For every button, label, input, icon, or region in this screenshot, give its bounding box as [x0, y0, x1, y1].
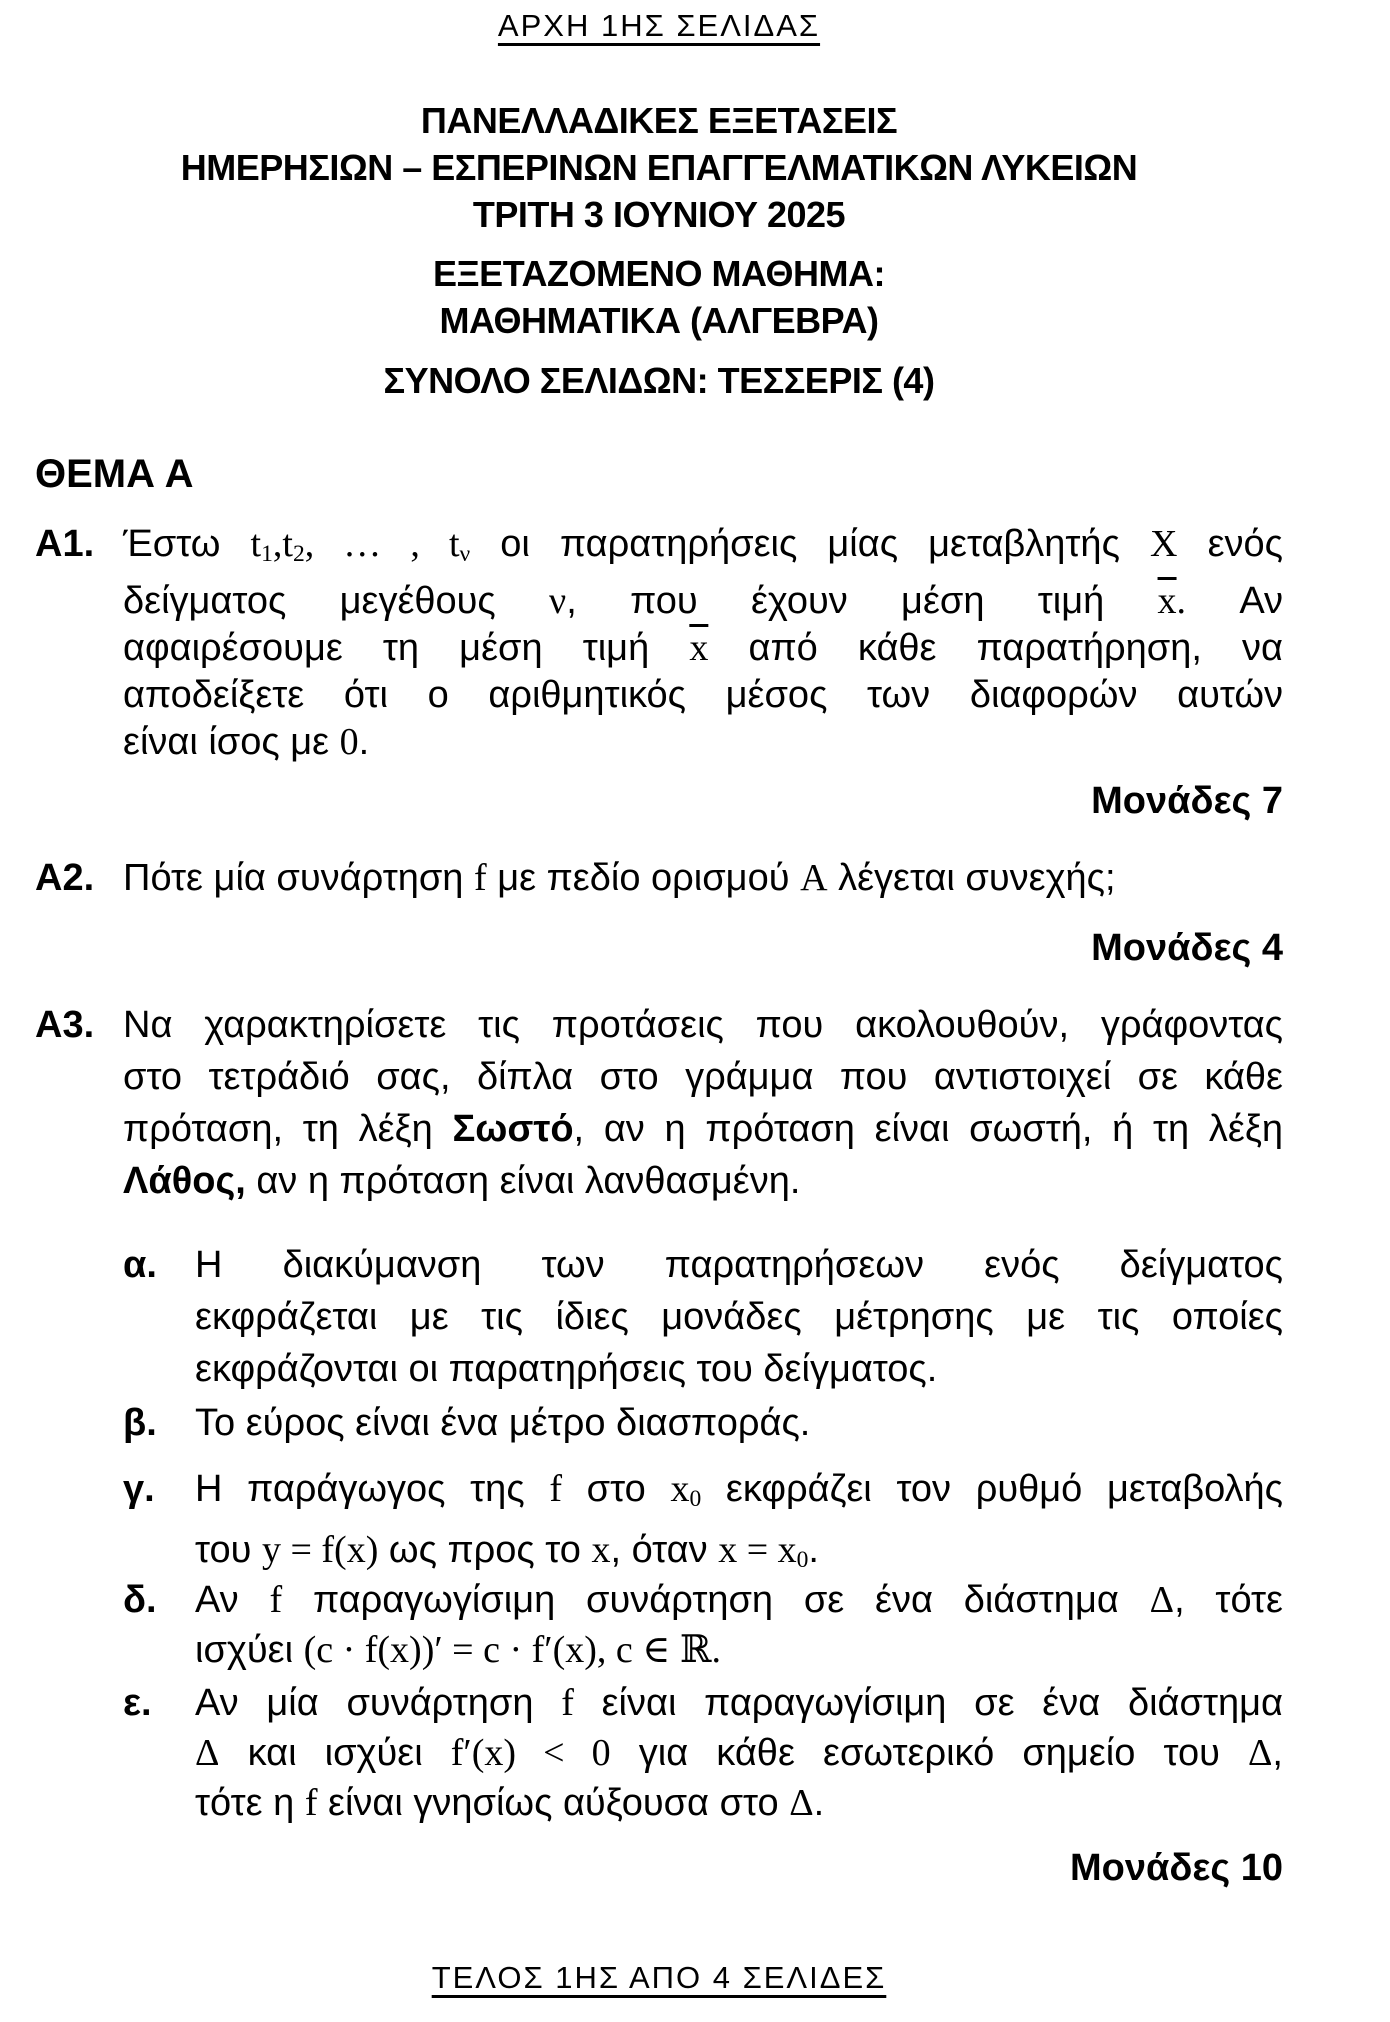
exam-title-block [35, 97, 1283, 238]
exam-title-line-2: ΗΜΕΡΗΣΙΩΝ – ΕΣΠΕΡΙΝΩΝ ΕΠΑΓΓΕΛΜΑΤΙΚΩΝ ΛΥΚΕΙΩΝ [180, 147, 1138, 188]
points-badge-a1: Μονάδες 7 [1091, 780, 1283, 822]
subitem-alpha [35, 1239, 1283, 1395]
subject-name-line: ΜΑΘΗΜΑΤΙΚΑ (ΑΛΓΕΒΡΑ) [439, 300, 879, 341]
subitem-epsilon-body [195, 1678, 1283, 1828]
question-a2 [35, 855, 1283, 902]
subitem-beta-body [195, 1397, 1283, 1449]
subitem-delta [35, 1575, 1283, 1675]
subitem-epsilon [35, 1678, 1283, 1828]
subitem-alpha-label: α. [123, 1244, 157, 1286]
subitem-delta-label: δ. [123, 1579, 157, 1621]
question-a1-body [123, 521, 1283, 766]
question-a3-label: Α3. [35, 1004, 95, 1046]
subject-block [35, 250, 1283, 344]
page-start-label: ΑΡΧΗ 1ΗΣ ΣΕΛΙΔΑΣ [497, 8, 821, 43]
subitem-epsilon-label: ε. [123, 1682, 152, 1724]
subject-heading-line: ΕΞΕΤΑΖΟΜΕΝΟ ΜΑΘΗΜΑ: [433, 253, 885, 294]
question-a1 [35, 521, 1283, 766]
subitem-beta [35, 1397, 1283, 1449]
question-a1-label: Α1. [35, 523, 95, 565]
subitem-gamma-label: γ. [123, 1468, 155, 1510]
question-a3-body [123, 999, 1283, 1207]
text-line: Να χαρακτηρίσετε τις προτάσεις που ακολουθούν, γράφοντας [123, 1004, 1283, 1046]
subitem-beta-label: β. [123, 1402, 157, 1444]
points-badge-a3: Μονάδες 10 [1069, 1847, 1283, 1889]
text-line: Πότε μία συνάρτηση f με πεδίο ορισμού Α λέγεται συνεχής; [123, 857, 1116, 899]
points-badge-a2: Μονάδες 4 [1091, 927, 1283, 969]
text-line: πρόταση, τη λέξη Σωστό, αν η πρόταση είναι σωστή, ή τη λέξη [123, 1108, 1283, 1150]
question-a2-label: Α2. [35, 857, 95, 899]
page-start-marker [35, 8, 1283, 44]
text-line: Η διακύμανση των παρατηρήσεων ενός δείγματος [195, 1244, 1283, 1286]
text-line: είναι ίσος με 0. [123, 721, 370, 764]
question-a2-body [123, 855, 1283, 902]
text-line: δείγματος μεγέθους ν, που έχουν μέση τιμή $\overline{x}$. Αν [123, 580, 1283, 623]
text-line: ισχύει (c · f(x))′ = c · f′(x), c ∈ ℝ. [195, 1629, 721, 1671]
subitem-delta-body [195, 1575, 1283, 1675]
text-line: Δ και ισχύει f′(x) < 0 για κάθε εσωτερικό σημείο του Δ, [195, 1732, 1283, 1774]
total-pages-block [35, 357, 1283, 404]
text-line: εκφράζονται οι παρατηρήσεις του δείγματος. [195, 1348, 938, 1390]
question-a3 [35, 999, 1283, 1207]
text-line: Αν μία συνάρτηση f είναι παραγωγίσιμη σε ένα διάστημα [195, 1682, 1283, 1724]
text-line: αφαιρέσουμε τη μέση τιμή $\overline{x}$ από κάθε παρατήρηση, να [123, 627, 1283, 670]
theme-a-heading: ΘΕΜΑ Α [35, 452, 194, 496]
subitem-gamma-body [195, 1464, 1283, 1586]
text-line: αποδείξετε ότι ο αριθμητικός μέσος των διαφορών αυτών [123, 674, 1283, 717]
text-line: Αν f παραγωγίσιμη συνάρτηση σε ένα διάστημα Δ, τότε [195, 1579, 1283, 1621]
exam-title-line-1: ΠΑΝΕΛΛΑΔΙΚΕΣ ΕΞΕΤΑΣΕΙΣ [420, 100, 898, 141]
subitem-gamma [35, 1464, 1283, 1586]
page-end-label: ΤΕΛΟΣ 1ΗΣ ΑΠΟ 4 ΣΕΛΙΔΕΣ [431, 1960, 887, 1995]
text-line: εκφράζεται με τις ίδιες μονάδες μέτρησης με τις οποίες [195, 1296, 1283, 1338]
text-line: στο τετράδιό σας, δίπλα στο γράμμα που αντιστοιχεί σε κάθε [123, 1056, 1283, 1098]
text-line: Το εύρος είναι ένα μέτρο διασποράς. [195, 1402, 811, 1444]
text-line: Λάθος, αν η πρόταση είναι λανθασμένη. [123, 1160, 801, 1202]
text-line: Η παράγωγος της f στο x0 εκφράζει τον ρυθμό μεταβολής [195, 1468, 1283, 1513]
exam-title-line-3: ΤΡΙΤΗ 3 ΙΟΥΝΙΟΥ 2025 [472, 194, 846, 235]
text-line: τότε η f είναι γνησίως αύξουσα στο Δ. [195, 1782, 825, 1824]
total-pages-line: ΣΥΝΟΛΟ ΣΕΛΙΔΩΝ: ΤΕΣΣΕΡΙΣ (4) [383, 360, 935, 401]
text-line: Έστω t1,t2, … , tν οι παρατηρήσεις μίας μεταβλητής Χ ενός [123, 523, 1283, 568]
text-line: του y = f(x) ως προς το x, όταν x = x0. [195, 1529, 819, 1574]
page-end-marker [35, 1960, 1283, 1996]
subitem-alpha-body [195, 1239, 1283, 1395]
